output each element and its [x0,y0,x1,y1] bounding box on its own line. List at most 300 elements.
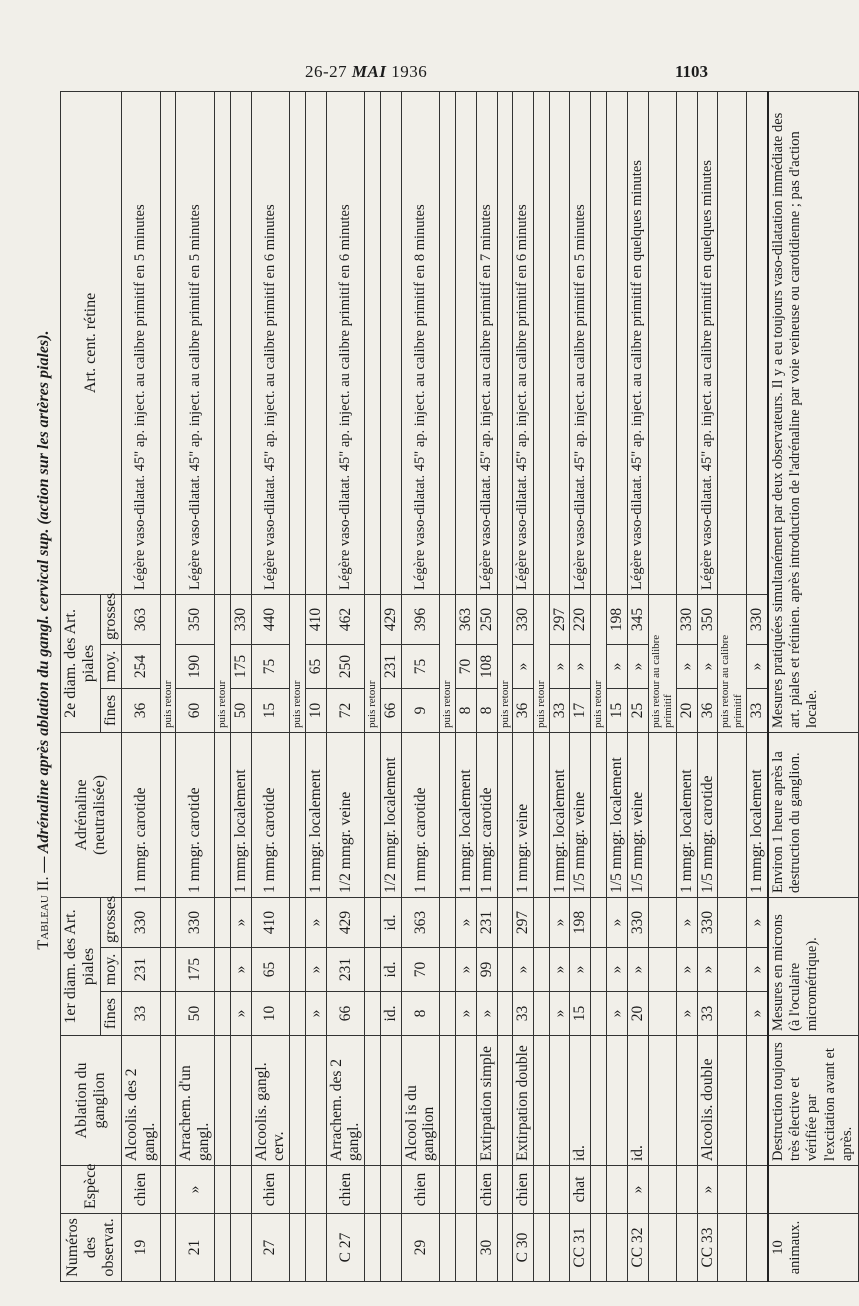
d1-moy: 231 [326,948,365,992]
obs-number [676,1214,697,1282]
d1-fines: » [549,992,570,1036]
header-ablation: Ablation du ganglion [61,1036,122,1166]
empty-cell [160,1036,176,1166]
adrenaline-dose: 1 mmgr. carotide [176,732,215,897]
d2-return-note: puis retour [290,594,306,732]
retine-note [380,91,401,594]
ablation [230,1036,251,1166]
d1-fines: 33 [122,992,161,1036]
d2-moy: 231 [380,644,401,688]
table-row [570,91,591,1281]
espece: chien [251,1166,290,1214]
return-row [718,91,746,1281]
ablation: Alcool is du ganglion [401,1036,440,1166]
d1-fines: » [606,992,627,1036]
empty-cell [160,1214,176,1282]
empty-cell [591,91,607,594]
empty-cell [718,1166,746,1214]
adrenaline-dose: 1 mmgr. localement [305,732,326,897]
return-row [534,91,550,1281]
d1-grosses: 330 [176,897,215,947]
d2-moy: » [570,644,591,688]
d1-grosses: » [606,897,627,947]
d2-moy: 108 [476,644,497,688]
d2-return-note: puis retour [534,594,550,732]
retine-note [746,91,767,594]
d2-fines: 36 [122,688,161,732]
empty-cell [534,1214,550,1282]
ablation [676,1036,697,1166]
empty-cell [440,897,456,947]
empty-cell [718,91,746,594]
return-row [648,91,676,1281]
empty-cell [365,1166,381,1214]
d2-moy: 75 [251,644,290,688]
table-row [676,91,697,1281]
obs-number: CC 33 [697,1214,718,1282]
return-row [160,91,176,1281]
d1-grosses: 297 [513,897,534,947]
d1-fines: 33 [697,992,718,1036]
table-row [627,91,648,1281]
empty-cell [290,91,306,594]
empty-cell [497,1036,513,1166]
d2-grosses: 440 [251,594,290,644]
retine-note [305,91,326,594]
table-row [305,91,326,1281]
espece: » [697,1166,718,1214]
table-row [326,91,365,1281]
d1-grosses: » [455,897,476,947]
return-row [440,91,456,1281]
d2-fines: 33 [549,688,570,732]
d2-moy: 175 [230,644,251,688]
return-row [290,91,306,1281]
ablation: Alcoolis. double [697,1036,718,1166]
obs-number [746,1214,767,1282]
obs-number: CC 32 [627,1214,648,1282]
d2-fines: 9 [401,688,440,732]
empty-cell [497,897,513,947]
adrenaline-dose: 1 mmgr. localement [746,732,767,897]
empty-cell [440,1214,456,1282]
return-row [591,91,607,1281]
empty-cell [534,992,550,1036]
d2-fines: 50 [230,688,251,732]
d1-moy: » [230,948,251,992]
return-row [497,91,513,1281]
empty-cell [648,1166,676,1214]
d2-return-note: puis retour [215,594,231,732]
empty-cell [215,91,231,594]
d1-moy: » [606,948,627,992]
empty-cell [718,1036,746,1166]
d2-fines: 66 [380,688,401,732]
empty-cell [497,1166,513,1214]
empty-cell [440,91,456,594]
d1-moy: » [746,948,767,992]
empty-cell [534,897,550,947]
d2-moy: 70 [455,644,476,688]
ablation [305,1036,326,1166]
empty-cell [365,992,381,1036]
d2-fines: 60 [176,688,215,732]
empty-cell [718,897,746,947]
d2-grosses: 330 [513,594,534,644]
d2-moy: 75 [401,644,440,688]
caption-text: — Adrénaline après ablation du gangl. cervical sup. (action sur les artères piales). [35,330,52,873]
d1-moy: » [305,948,326,992]
empty-cell [534,1166,550,1214]
espece: » [176,1166,215,1214]
obs-number [455,1214,476,1282]
ablation [455,1036,476,1166]
d1-fines: 50 [176,992,215,1036]
empty-cell [290,1214,306,1282]
retine-note [549,91,570,594]
empty-cell [591,1036,607,1166]
d1-fines: » [676,992,697,1036]
d2-return-note: puis retour au calibre primitif [718,594,746,732]
adrenaline-dose: 1 mmgr. carotide [122,732,161,897]
d1-fines: » [746,992,767,1036]
table-row [176,91,215,1281]
d2-fines: 36 [513,688,534,732]
retine-note: Légère vaso-dilatat. 45" ap. inject. au calibre primitif en 6 minutes [513,91,534,594]
obs-number [380,1214,401,1282]
obs-number [549,1214,570,1282]
empty-cell [160,732,176,897]
retine-note: Légère vaso-dilatat. 45" ap. inject. au calibre primitif en 8 minutes [401,91,440,594]
d1-moy: 70 [401,948,440,992]
retine-note: Légère vaso-dilatat. 45" ap. inject. au calibre primitif en 7 minutes [476,91,497,594]
d1-moy: » [513,948,534,992]
d2-fines: 15 [606,688,627,732]
retine-note [230,91,251,594]
obs-number [606,1214,627,1282]
d2-grosses: 330 [746,594,767,644]
empty-cell [215,1214,231,1282]
adrenaline-subtitle: (neutralisée) [91,775,109,855]
espece [230,1166,251,1214]
adrenaline-dose: 1 mmgr. localement [230,732,251,897]
espece [305,1166,326,1214]
ablation [549,1036,570,1166]
empty-cell [648,1036,676,1166]
empty-cell [440,1166,456,1214]
header-diam1: 1er diam. des Art. piales [61,897,101,1035]
d1-grosses: 330 [697,897,718,947]
empty-cell [365,91,381,594]
empty-cell [718,732,746,897]
empty-cell [215,992,231,1036]
d1-grosses: » [305,897,326,947]
d1-grosses: 429 [326,897,365,947]
empty-cell [497,732,513,897]
d1-grosses: 198 [570,897,591,947]
ablation [380,1036,401,1166]
empty-cell [497,1214,513,1282]
d1-fines: » [476,992,497,1036]
d1-fines: 8 [401,992,440,1036]
retine-note: Légère vaso-dilatat. 45" ap. inject. au calibre primitif en quelques minutes [627,91,648,594]
ablation: Alcoolis. gangl. cerv. [251,1036,290,1166]
d1-moy: » [570,948,591,992]
d1-moy: 65 [251,948,290,992]
empty-cell [215,1166,231,1214]
d1-moy: » [455,948,476,992]
empty-cell [365,732,381,897]
adrenaline-dose: 1 mmgr. localement [455,732,476,897]
adrenaline-dose: 1/5 mmgr. carotide [697,732,718,897]
empty-cell [534,732,550,897]
d1-grosses: » [230,897,251,947]
header-espece: Espèce [61,1166,122,1214]
d1-grosses: » [746,897,767,947]
empty-cell [160,992,176,1036]
d1-moy: 99 [476,948,497,992]
issue-date: 26-27 MAI 1936 [305,62,428,81]
retine-note [606,91,627,594]
d1-moy: » [676,948,697,992]
empty-cell [215,732,231,897]
header-fines-2: fines [100,688,121,732]
d1-fines: » [230,992,251,1036]
d2-return-note: puis retour [497,594,513,732]
retine-note: Légère vaso-dilatat. 45" ap. inject. au calibre primitif en 6 minutes [251,91,290,594]
empty-cell [497,91,513,594]
table-row [230,91,251,1281]
d2-grosses: 350 [697,594,718,644]
d2-grosses: 363 [455,594,476,644]
empty-cell [591,1214,607,1282]
d2-fines: 10 [305,688,326,732]
espece [380,1166,401,1214]
d2-fines: 8 [455,688,476,732]
empty-cell [440,948,456,992]
ablation: id. [570,1036,591,1166]
d1-grosses: 363 [401,897,440,947]
d1-grosses: 410 [251,897,290,947]
d2-fines: 33 [746,688,767,732]
header-numeros: Numéros des observat. [61,1214,122,1282]
header-grosses-1: grosses [100,897,121,947]
footer-ablation: Destruction toujours très élective et vérifiée par l'excitation avant et après. [768,1036,858,1166]
d2-return-note: puis retour [160,594,176,732]
d2-grosses: 363 [122,594,161,644]
adrenaline-dose: 1/5 mmgr. veine [627,732,648,897]
d1-fines: 10 [251,992,290,1036]
empty-cell [648,91,676,594]
empty-cell [648,1214,676,1282]
d2-grosses: 220 [570,594,591,644]
empty-cell [365,1214,381,1282]
espece: chien [401,1166,440,1214]
d2-grosses: 396 [401,594,440,644]
header-moy-2: moy. [100,644,121,688]
espece [455,1166,476,1214]
empty-cell [591,992,607,1036]
adrenaline-dose: 1/2 mmgr. localement [380,732,401,897]
empty-cell [290,948,306,992]
table-body [122,91,768,1281]
empty-cell [440,992,456,1036]
retine-note: Légère vaso-dilatat. 45" ap. inject. au calibre primitif en 6 minutes [326,91,365,594]
table-row [606,91,627,1281]
empty-cell [290,992,306,1036]
espece: chien [476,1166,497,1214]
empty-cell [290,897,306,947]
header-retine: Art. cent. rétine [61,91,122,594]
adrenaline-dose: 1 mmgr. veine [513,732,534,897]
d1-moy: id. [380,948,401,992]
table-caption [35,90,61,1190]
d2-fines: 72 [326,688,365,732]
return-row [215,91,231,1281]
d1-moy: 231 [122,948,161,992]
espece: » [627,1166,648,1214]
rotated-table-container [60,92,856,1282]
running-header [0,60,800,86]
footer-adrenaline: Environ 1 heure après la destruction du ganglion. [768,732,858,897]
empty-cell [591,1166,607,1214]
d2-grosses: 345 [627,594,648,644]
table-row [251,91,290,1281]
obs-number [230,1214,251,1282]
espece: chien [122,1166,161,1214]
d1-fines: 20 [627,992,648,1036]
header-diam2: 2e diam. des Art. piales [61,594,101,732]
empty-cell [648,732,676,897]
obs-number: C 27 [326,1214,365,1282]
obs-number [305,1214,326,1282]
d2-return-note: puis retour au calibre primitif [648,594,676,732]
empty-cell [290,1036,306,1166]
d2-grosses: 250 [476,594,497,644]
d2-moy: » [549,644,570,688]
d2-moy: » [627,644,648,688]
ablation [746,1036,767,1166]
d2-grosses: 429 [380,594,401,644]
header-fines-1: fines [100,992,121,1036]
espece: chat [570,1166,591,1214]
d2-moy: 65 [305,644,326,688]
empty-cell [440,1036,456,1166]
d1-fines: id. [380,992,401,1036]
d2-moy: » [606,644,627,688]
d2-fines: 36 [697,688,718,732]
d2-moy: 254 [122,644,161,688]
table-row [401,91,440,1281]
espece: chien [513,1166,534,1214]
empty-cell [215,948,231,992]
d2-return-note: puis retour [440,594,456,732]
d1-moy: » [627,948,648,992]
table-row [746,91,767,1281]
espece [549,1166,570,1214]
ablation: Arrachem. des 2 gangl. [326,1036,365,1166]
obs-number: 21 [176,1214,215,1282]
d2-fines: 20 [676,688,697,732]
empty-cell [534,1036,550,1166]
d1-fines: » [455,992,476,1036]
empty-cell [591,732,607,897]
adrenaline-dose: 1 mmgr. localement [549,732,570,897]
d1-grosses: 330 [627,897,648,947]
ablation: Extirpation double [513,1036,534,1166]
adrenaline-dose: 1/2 mmgr. veine [326,732,365,897]
empty-cell [534,91,550,594]
empty-cell [648,897,676,947]
d1-moy: » [549,948,570,992]
obs-number: 29 [401,1214,440,1282]
return-row [365,91,381,1281]
ablation: id. [627,1036,648,1166]
obs-number: 30 [476,1214,497,1282]
table-row [122,91,161,1281]
d1-moy: » [697,948,718,992]
header-moy-1: moy. [100,948,121,992]
d2-grosses: 350 [176,594,215,644]
retine-note [455,91,476,594]
table-row [455,91,476,1281]
d2-grosses: 198 [606,594,627,644]
empty-cell [497,948,513,992]
footer-diam1: Mesures en microns (à l'oculaire micrométrique). [768,897,858,1035]
empty-cell [718,992,746,1036]
adrenaline-dose: 1 mmgr. carotide [401,732,440,897]
d1-grosses: 231 [476,897,497,947]
empty-cell [365,948,381,992]
d2-grosses: 410 [305,594,326,644]
espece [606,1166,627,1214]
results-table [60,91,859,1282]
adrenaline-dose: 1/5 mmgr. localement [606,732,627,897]
table-row [513,91,534,1281]
empty-cell [215,1036,231,1166]
empty-cell [718,948,746,992]
ablation: Extirpation simple [476,1036,497,1166]
adrenaline-dose: 1/5 mmgr. veine [570,732,591,897]
d1-fines: » [305,992,326,1036]
header-grosses-2: grosses [100,594,121,644]
table-row [549,91,570,1281]
table-row [476,91,497,1281]
d2-moy: » [746,644,767,688]
empty-cell [160,91,176,594]
adrenaline-dose: 1 mmgr. localement [676,732,697,897]
footer-espece [768,1166,858,1214]
d2-grosses: 330 [230,594,251,644]
d2-moy: » [676,644,697,688]
footer-num: 10 animaux. [768,1214,858,1282]
d2-fines: 17 [570,688,591,732]
ablation [606,1036,627,1166]
obs-number: CC 31 [570,1214,591,1282]
page-number: 1103 [674,62,708,81]
empty-cell [160,1166,176,1214]
empty-cell [648,992,676,1036]
retine-note: Légère vaso-dilatat. 45" ap. inject. au calibre primitif en 5 minutes [122,91,161,594]
empty-cell [365,897,381,947]
d2-fines: 25 [627,688,648,732]
d2-moy: 190 [176,644,215,688]
d2-moy: » [513,644,534,688]
empty-cell [160,948,176,992]
d1-moy: 175 [176,948,215,992]
empty-cell [497,992,513,1036]
empty-cell [365,1036,381,1166]
